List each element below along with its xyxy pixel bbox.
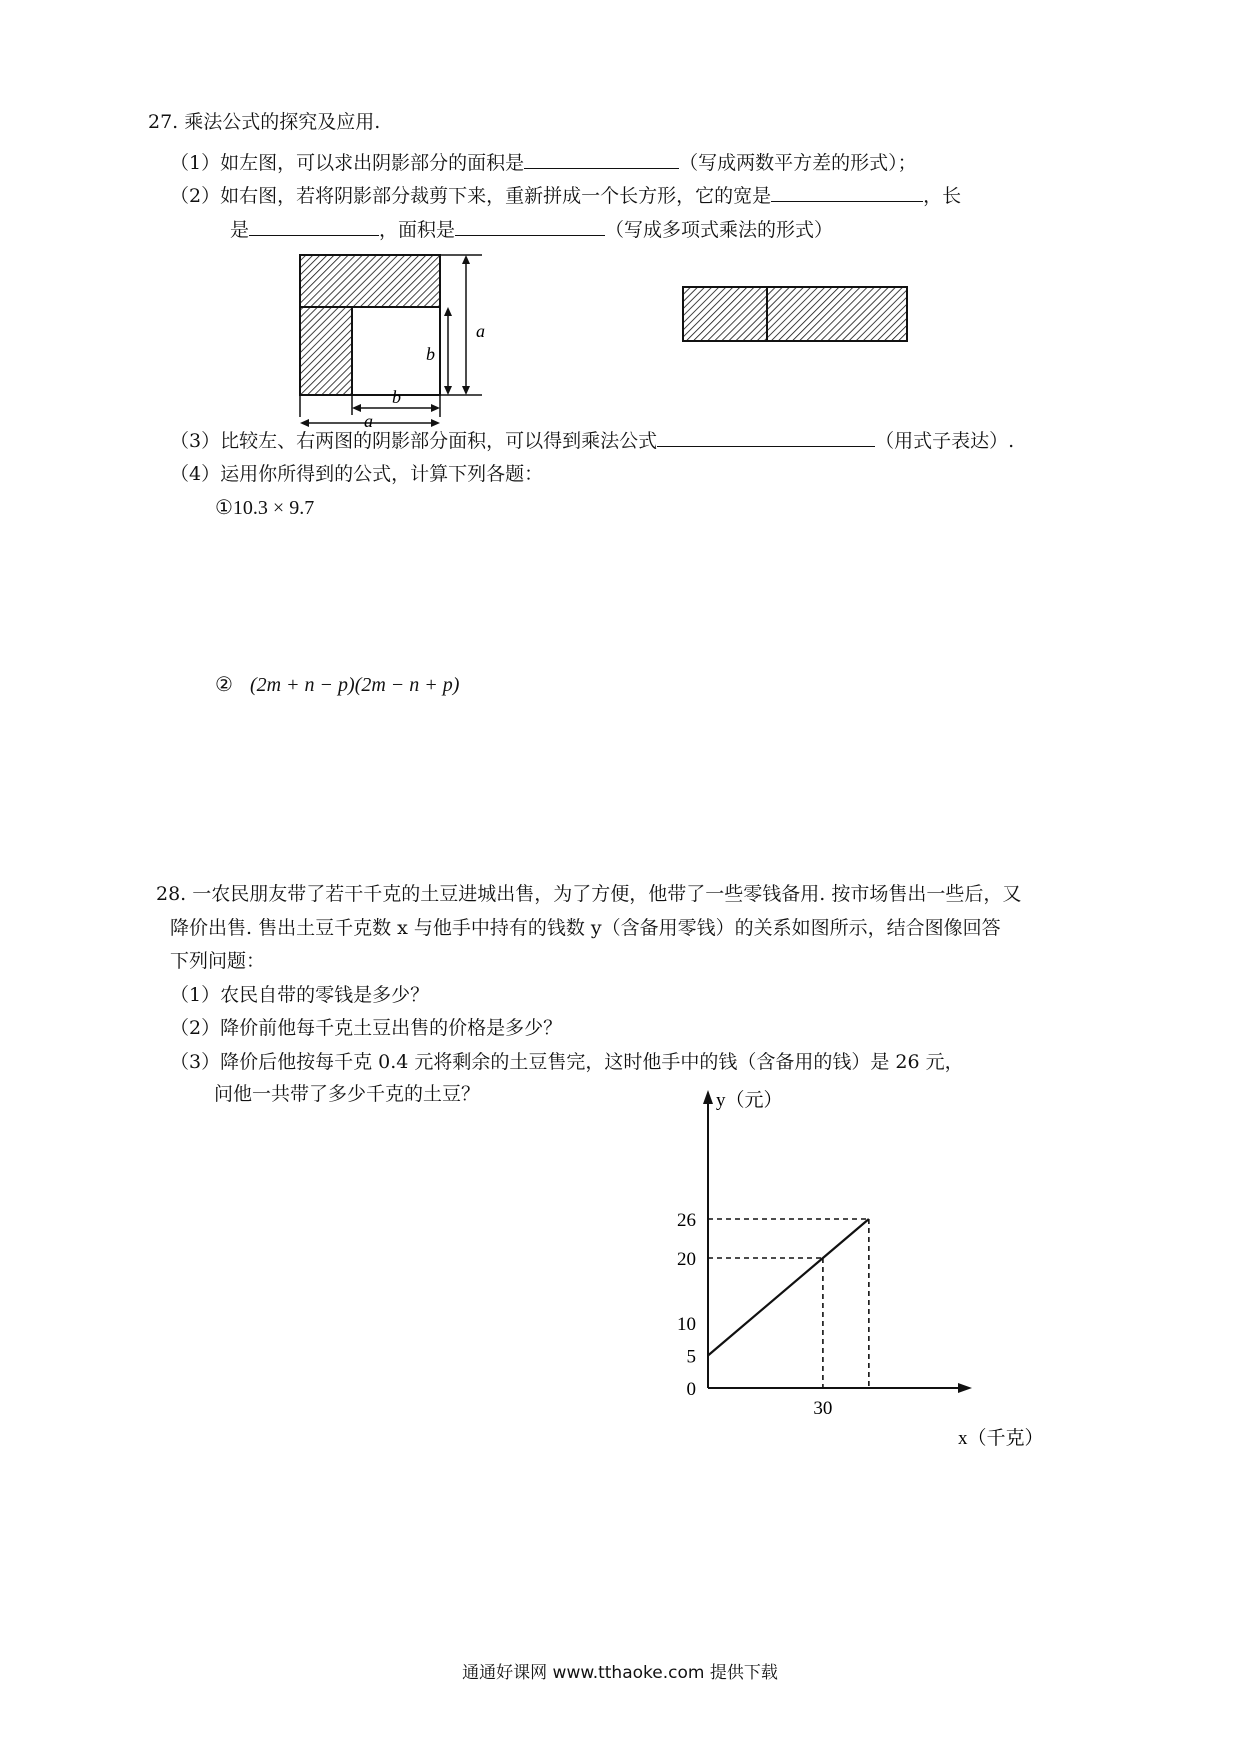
answer-blank-1[interactable]: [524, 150, 679, 169]
x-tick-label: 30: [813, 1398, 833, 1419]
x-axis-label: x（千克）: [958, 1428, 1044, 1449]
line-chart: [660, 1090, 1060, 1450]
q27-part4: （4）运用你所得到的公式，计算下列各题：: [170, 463, 544, 485]
y-tick-label: 20: [677, 1249, 696, 1270]
label-b-side: b: [426, 344, 435, 364]
answer-blank-length[interactable]: [249, 217, 379, 236]
data-line: [708, 1219, 869, 1356]
q27-part2-cont: 是 ，面积是 （写成多项式乘法的形式）: [230, 219, 834, 241]
q28-line1: 28. 一农民朋友带了若干千克的土豆进城出售，为了方便，他带了一些零钱备用. 按市场售出一些后，又: [156, 883, 1022, 905]
q28-sub1: （1）农民自带的零钱是多少？: [170, 984, 430, 1006]
q28-sub3: （3）降价后他按每千克 0.4 元将剩余的土豆售完，这时他手中的钱（含备用的钱）是 26 元，: [170, 1051, 964, 1073]
shaded-left-strip: [300, 307, 352, 395]
q28-sub2: （2）降价前他每千克土豆出售的价格是多少？: [170, 1017, 563, 1039]
label-a-bottom: a: [364, 411, 373, 431]
q28-line2: 降价出售. 售出土豆千克数 x 与他手中持有的钱数 y（含备用零钱）的关系如图所示，结合图像回答: [170, 917, 1001, 939]
y-axis-label: y（元）: [716, 1090, 783, 1111]
answer-blank-width[interactable]: [771, 183, 923, 202]
y-axis-arrow: [703, 1090, 713, 1104]
label-b-bottom: b: [392, 387, 401, 407]
shaded-top-strip: [300, 255, 440, 307]
answer-blank-area[interactable]: [455, 217, 605, 236]
y-tick-label: 10: [677, 1314, 696, 1335]
q27-title: 27. 乘法公式的探究及应用.: [148, 111, 381, 133]
q28-sub3-cont: 问他一共带了多少千克的土豆？: [214, 1083, 481, 1105]
calc-item-1: ①10.3 × 9.7: [215, 497, 315, 519]
x-axis-arrow: [958, 1383, 972, 1393]
q27-part3: （3）比较左、右两图的阴影部分面积，可以得到乘法公式 （用式子表达）.: [170, 430, 1015, 452]
q28-line3: 下列问题：: [170, 950, 266, 972]
q27-part1: （1）如左图，可以求出阴影部分的面积是 （写成两数平方差的形式）；: [170, 152, 917, 174]
y-tick-label: 5: [686, 1346, 696, 1368]
right-figure: [683, 287, 913, 345]
page-footer: 通通好课网 www.tthaoke.com 提供下载: [462, 1663, 778, 1683]
y-tick-label: 26: [677, 1210, 696, 1231]
calc-item-2: ② (2m + n − p)(2m − n + p): [215, 674, 460, 696]
y-tick-label: 0: [686, 1379, 696, 1400]
left-figure: [270, 255, 490, 431]
q27-part2: （2）如右图，若将阴影部分裁剪下来，重新拼成一个长方形，它的宽是 ，长: [170, 185, 962, 207]
label-a-side: a: [476, 321, 485, 341]
answer-blank-formula[interactable]: [657, 428, 875, 447]
